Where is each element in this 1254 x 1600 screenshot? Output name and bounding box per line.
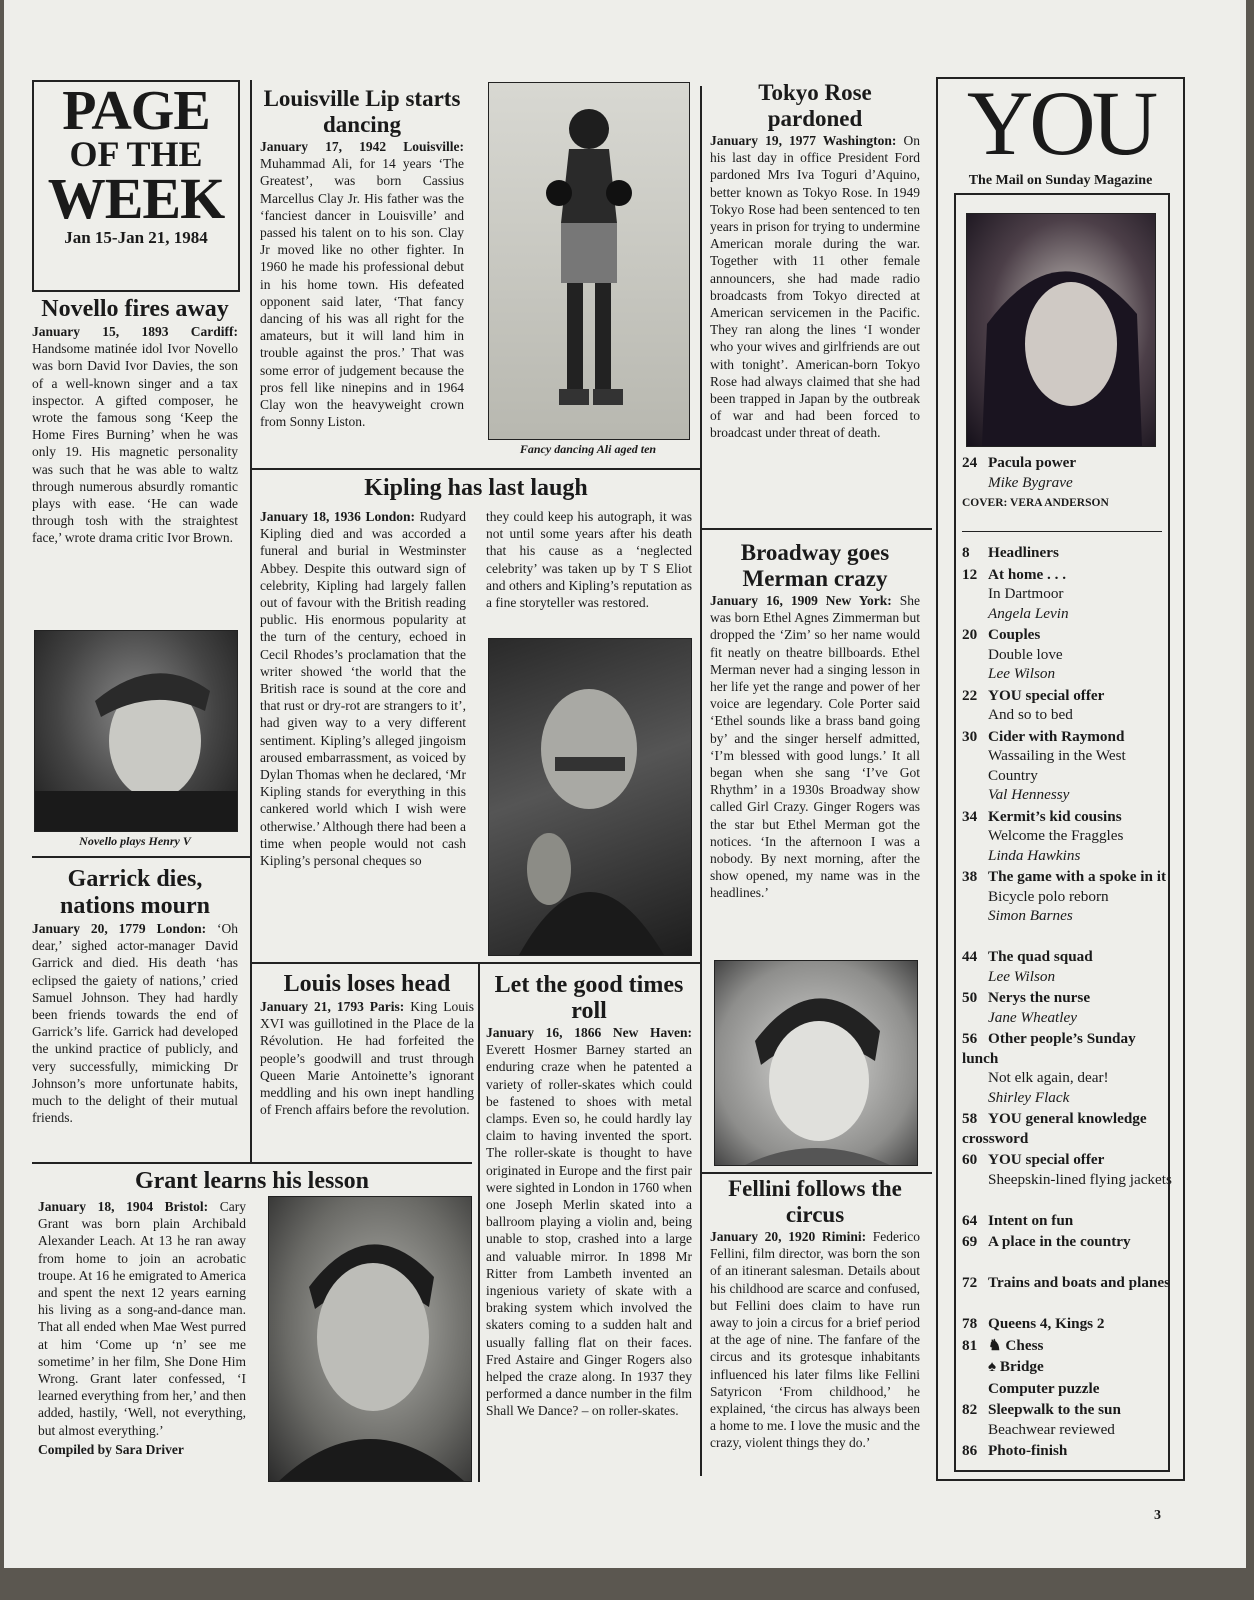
- dateline-tokyo: January 19, 1977 Washington:: [710, 133, 897, 148]
- contents-item-num: 20: [962, 626, 978, 643]
- article-fellini: [710, 1176, 920, 1482]
- contents-item-author: Linda Hawkins: [988, 846, 1081, 864]
- contents-item-num: 86: [962, 1442, 978, 1459]
- contents-item[interactable]: [962, 1273, 1172, 1293]
- contents-item-num: 72: [962, 1274, 978, 1291]
- rule-above-merman: [700, 528, 932, 530]
- contents-item-author: Angela Levin: [988, 604, 1069, 622]
- dateline-garrick: January 20, 1779 London:: [32, 921, 207, 936]
- merman-portrait-graphic: [715, 961, 917, 1165]
- contents-item-title: YOU special offer: [988, 686, 1105, 704]
- text-kipling-2: they could keep his autograph, it was not until some years after his death that his cause as a ‘neglected celebrity’ was taken up by T S Eliot and others and Kipling’s reputation as a fine storyteller was restored.: [486, 509, 692, 611]
- photo-ali: [488, 82, 690, 440]
- headline-roll: Let the good times roll: [494, 972, 684, 1024]
- magazine-page: [4, 0, 1246, 1568]
- contents-item-author: Lee Wilson: [988, 665, 1056, 682]
- contents-item[interactable]: [962, 1232, 1172, 1252]
- contents-item-sub: Sheepskin-lined flying jackets: [988, 1170, 1172, 1188]
- contents-item[interactable]: [962, 1109, 1172, 1148]
- dateline-kipling: January 18, 1936 London:: [260, 509, 415, 524]
- contents-item-author: Shirley Flack: [988, 1088, 1070, 1106]
- contents-item-sub: Double love: [988, 645, 1063, 663]
- contents-item-num: 56: [962, 1030, 978, 1047]
- body-garrick: [32, 920, 238, 1126]
- contents-item-num: 82: [962, 1401, 978, 1418]
- contents-item-num: 44: [962, 948, 978, 965]
- headline-novello: Novello fires away: [41, 296, 229, 322]
- contents-item[interactable]: [962, 947, 1172, 986]
- page-of-the-week-masthead: [32, 80, 240, 292]
- article-tokyo: [710, 80, 920, 520]
- article-roll: [486, 972, 692, 1478]
- kipling-portrait-graphic: [489, 639, 691, 955]
- novello-portrait-graphic: [35, 631, 237, 831]
- contents-item-num: 78: [962, 1315, 978, 1332]
- caption-novello: Novello plays Henry V: [79, 834, 191, 848]
- contents-item-sub: Welcome the Fraggles: [988, 827, 1124, 844]
- contents-cover-story[interactable]: [962, 453, 1172, 492]
- masthead-line3: WEEK: [47, 166, 225, 231]
- article-grant: [32, 1166, 472, 1200]
- contents-item-author: Lee Wilson: [988, 967, 1056, 985]
- magazine-contents-panel: [936, 72, 1185, 1481]
- rule-col3: [700, 86, 702, 1476]
- text-novello: Handsome matinée idol Ivor Novello was born David Ivor Davies, the son of a well-known singer and a tax inspector. A gifted composer, he wrote the famous song ‘Keep the Home Fires Burning’ when he was only 19. His magnetic personality was such that he was able to waltz through numerous absurdly romantic plays with ease. ‘He can wade through tosh with the straightest face,’ wrote drama critic Ivor Brown.: [32, 341, 238, 546]
- headline-tokyo: Tokyo Rose pardoned: [758, 80, 872, 131]
- contents-item-num: 50: [962, 989, 978, 1006]
- rule-above-grant: [32, 1162, 472, 1164]
- contents-item-num: 64: [962, 1211, 978, 1229]
- headline-garrick: Garrick dies, nations mourn: [59, 866, 211, 919]
- contents-item-title: Nerys the nurse: [988, 989, 1091, 1006]
- contents-item-title: Cider with Raymond: [988, 727, 1125, 745]
- cover-portrait-graphic: [967, 214, 1155, 446]
- rule-above-kipling: [250, 468, 700, 470]
- body-louis: [260, 998, 474, 1118]
- photo-novello: [34, 630, 238, 832]
- contents-cover-title: Pacula power: [988, 454, 1077, 471]
- dateline-fellini: January 20, 1920 Rimini:: [710, 1229, 867, 1244]
- contents-item-title: YOU special offer: [988, 1151, 1105, 1168]
- contents-item[interactable]: [962, 867, 1172, 926]
- article-grant-body: [38, 1198, 246, 1488]
- dateline-louis: January 21, 1793 Paris:: [260, 999, 405, 1014]
- contents-item-num: 81: [962, 1336, 978, 1354]
- contents-item-num: 69: [962, 1233, 978, 1250]
- photo-merman: [714, 960, 918, 1166]
- headline-merman: Broadway goes Merman crazy: [740, 540, 890, 591]
- contents-item-title: A place in the country: [988, 1233, 1131, 1250]
- dateline-grant: January 18, 1904 Bristol:: [38, 1199, 209, 1214]
- body-novello: [32, 323, 238, 547]
- text-garrick: ‘Oh dear,’ sighed actor-manager David Garrick and died. His death ‘has eclipsed the gaiety of nations,’ cried Samuel Johnson. They had hardly been friends towards the end of Garrick’s life. Garrick had developed the unkind practice of publicly, and very successfully, mimicking Dr Johnson’s more unfortunate habits, much to the delight of their mutual friends.: [32, 921, 238, 1126]
- contents-item-sub: Wassailing in the West Country: [988, 747, 1126, 784]
- headline-grant: Grant learns his lesson: [134, 1168, 370, 1194]
- cover-credit: COVER: VERA ANDERSON: [962, 497, 1109, 509]
- contents-item-num: 12: [962, 565, 978, 583]
- contents-item[interactable]: [962, 1314, 1172, 1334]
- rule-above-fellini: [700, 1172, 932, 1174]
- body-ali: [260, 138, 464, 430]
- contents-item-author: Jane Wheatley: [988, 1008, 1077, 1026]
- contents-item-sub: Bicycle polo reborn: [988, 887, 1109, 905]
- text-ali: Muhammad Ali, for 14 years ‘The Greatest’, was born Cassius Marcellus Clay Jr. His father was the ‘fanciest dancer in Louisville’ and passed his talent on to his son. Clay Jr moved like no other fighter. In 1960 he made his professional debut in his home town. His defeated opponent said later, ‘That fancy dancing of his was all right for the amateurs, but it will land him in trouble against the pros.’ That was some error of judgement because the pros fell like ninepins and in 1964 Clay won the heavyweight crown from Sonny Liston.: [260, 156, 464, 430]
- contents-item[interactable]: [962, 1211, 1172, 1231]
- contents-item-num: 60: [962, 1151, 978, 1168]
- contents-item-title: The quad squad: [988, 948, 1093, 965]
- magazine-subtitle: The Mail on Sunday Magazine: [968, 173, 1153, 188]
- contents-item-title: ♠ Bridge: [988, 1358, 1044, 1375]
- contents-item-sub: Not elk again, dear!: [988, 1069, 1109, 1086]
- article-novello: [32, 296, 238, 618]
- contents-item-sub: In Dartmoor: [988, 585, 1064, 602]
- contents-item[interactable]: [962, 1150, 1172, 1189]
- article-ali: [260, 86, 464, 462]
- article-garrick: [32, 866, 238, 1152]
- contents-item-num: 58: [962, 1110, 978, 1127]
- contents-item[interactable]: [962, 727, 1172, 805]
- body-roll: [486, 1024, 692, 1420]
- contents-item-title: Couples: [988, 626, 1041, 643]
- contents-item[interactable]: [962, 1379, 1172, 1399]
- body-tokyo: [710, 132, 920, 442]
- contents-item-num: 30: [962, 727, 978, 745]
- contents-cover-author: Mike Bygrave: [988, 473, 1073, 491]
- photo-kipling: [488, 638, 692, 956]
- page-number: 3: [1154, 1508, 1161, 1523]
- body-grant: [38, 1198, 246, 1439]
- masthead-dates: Jan 15-Jan 21, 1984: [64, 228, 208, 247]
- contents-item-title: Trains and boats and planes: [988, 1274, 1171, 1291]
- contents-item[interactable]: [962, 565, 1172, 624]
- contents-item[interactable]: [962, 1441, 1172, 1461]
- text-kipling-1: Rudyard Kipling died and was accorded a funeral and burial in Westminster Abbey. Despite this outward sign of celebrity, Kipling had largely fallen out of favour with the British reading public. His enormous popularity at the turn of the century, echoed in Cecil Rhodes’s proclamation that the writer showed ‘the world that the British race is sound at the core and that rust or dry-rot are strangers to it’, had given way to a very different sentiment. Kipling’s alleged jingoism aroused embarrassment, as voiced by Dylan Thomas when he declared, ‘Mr Kipling stands for everything in this cankered world which I wish were otherwise.’ Although there had been a time when people would not cash Kipling’s personal cheques so: [260, 509, 466, 869]
- contents-item[interactable]: [962, 625, 1172, 684]
- contents-item[interactable]: [962, 543, 1172, 563]
- you-logo: YOU: [966, 72, 1155, 174]
- text-louis: King Louis XVI was guillotined in the Place de la Révolution. He had forfeited the people’s goodwill and trust through Queen Marie Antoinette’s ignorant meddling and his own inept handling of French affairs before the revolution.: [260, 999, 474, 1118]
- body-merman: [710, 592, 920, 902]
- rule-louis-roll: [478, 962, 480, 1482]
- article-merman: [710, 540, 920, 952]
- rule-contents: [962, 531, 1162, 532]
- credit-grant: Compiled by Sara Driver: [38, 1441, 184, 1457]
- contents-item-sub: And so to bed: [988, 706, 1073, 723]
- article-louis: [260, 970, 474, 1156]
- contents-item-sub: Beachwear reviewed: [988, 1420, 1115, 1438]
- grant-portrait-graphic: [269, 1197, 471, 1481]
- text-tokyo: On his last day in office President Ford pardoned Mrs Iva Toguri d’Aquino, better known as Tokyo Rose. In 1949 Tokyo Rose had been sentenced to ten years in prison for trying to undermine American morale during the war. Together with 11 other female announcers, she had made radio broadcasts from Tokyo directed at American servicemen in the Pacific. They ran along the lines ‘I wonder who your wives and girlfriends are out with tonight’. American-born Tokyo Rose had always claimed that she had been trapped in Japan by the outbreak of war and had been forced to broadcast under threat of death.: [710, 133, 920, 441]
- contents-item[interactable]: [962, 807, 1172, 866]
- masthead-line1: PAGE: [62, 80, 210, 142]
- contents-item-title: Computer puzzle: [988, 1379, 1100, 1397]
- contents-item-author: Val Hennessy: [988, 786, 1070, 803]
- contents-item-title: Sleepwalk to the sun: [988, 1401, 1121, 1418]
- photo-grant: [268, 1196, 472, 1482]
- contents-item-title: ♞ Chess: [988, 1336, 1044, 1354]
- text-fellini: Federico Fellini, film director, was born the son of an itinerant salesman. Details about his childhood are scarce and confused, but Fellini does claim to have run away to join a circus for a brief period at the age of nine. The fanfare of the circus and its grotesque inhabitants influenced his later films like Fellini Satyricon ‘From childhood,’ he explained, ‘the circus has always been a home to me. I love the music and the crazy, violent things they do.’: [710, 1229, 920, 1451]
- contents-item-title: At home . . .: [988, 565, 1067, 583]
- rule-novello-garrick: [32, 856, 250, 858]
- headline-fellini: Fellini follows the circus: [728, 1176, 902, 1227]
- contents-item[interactable]: [962, 686, 1172, 725]
- contents-item-num: 34: [962, 807, 978, 825]
- contents-item-num: 22: [962, 686, 978, 704]
- contents-item-num: 8: [962, 544, 970, 561]
- dateline-novello: January 15, 1893 Cardiff:: [32, 324, 238, 339]
- contents-item[interactable]: [962, 1029, 1172, 1107]
- masthead-line2: OF THE: [69, 134, 203, 174]
- contents-cover-num: 24: [962, 454, 978, 471]
- contents-item-title: YOU general knowledge crossword: [962, 1110, 1147, 1147]
- contents-item-title: Photo-finish: [988, 1442, 1068, 1459]
- text-roll: Everett Hosmer Barney started an enduring craze when he patented a variety of roller-skates which could be fastened to shoes with metal clamps. Even so, he could hardly lay claim to having invented the sport. The roller-skate is thought to have originated in Europe and the first pair were sighted in London in 1760 when one Joseph Merlin skated into a ballroom playing a violin and, being unable to stop, crashed into a large and valuable mirror. In 1898 Mr Ritter from Lambeth invented an ingenious variety of skate with a braking system which involved the skaters coming to a sudden halt and usually falling flat on their faces. Fred Astaire and Ginger Rogers also helped the craze along. In 1937 they performed a dance number in the film Shall We Dance? – on roller-skates.: [486, 1042, 692, 1419]
- body-fellini: [710, 1228, 920, 1452]
- ali-boxer-graphic: [489, 83, 689, 439]
- rule-col1: [250, 80, 252, 1162]
- contents-item[interactable]: [962, 1336, 1172, 1356]
- contents-item[interactable]: [962, 1400, 1172, 1439]
- contents-item-title: Kermit’s kid cousins: [988, 807, 1122, 825]
- contents-item-title: The game with a spoke in it: [988, 868, 1167, 885]
- text-merman: She was born Ethel Agnes Zimmerman but dropped the ‘Zim’ so her name would fit neatly on theatre billboards. Ethel Merman never had a singing lesson in her life yet the range and power of her voice are legendary. Cole Porter said ‘Ethel sounds like a brass band going by’ and the singer herself admitted, ‘I’m blessed with good lungs.’ It all began when she sang ‘I’ve Got Rhythm’ in a 1930s Broadway show called Girl Crazy. Ginger Rogers was the star but Ethel Merman got the notices. ‘In the afternoon I was a nobody. By next morning, after the show opened, my name was in the headlines.’: [710, 593, 920, 901]
- caption-ali: Fancy dancing Ali aged ten: [519, 442, 657, 456]
- headline-louis: Louis loses head: [283, 971, 451, 997]
- body-kipling-col1: [260, 508, 466, 869]
- cover-photo: [966, 213, 1156, 447]
- headline-kipling: Kipling has last laugh: [364, 475, 588, 501]
- rule-above-louis: [250, 962, 700, 964]
- dateline-merman: January 16, 1909 New York:: [710, 593, 892, 608]
- contents-item-title: Headliners: [988, 544, 1059, 561]
- dateline-ali: January 17, 1942 Louisville:: [260, 139, 464, 154]
- contents-item[interactable]: [962, 988, 1172, 1027]
- contents-item-title: Other people’s Sunday lunch: [962, 1030, 1136, 1067]
- contents-item-num: 38: [962, 868, 978, 885]
- dateline-roll: January 16, 1866 New Haven:: [486, 1025, 692, 1040]
- headline-ali: Louisville Lip starts dancing: [263, 86, 461, 137]
- contents-item-title: Queens 4, Kings 2: [988, 1315, 1105, 1332]
- contents-item-author: Simon Barnes: [988, 907, 1073, 924]
- text-grant: Cary Grant was born plain Archibald Alexander Leach. At 13 he ran away from home to join an acrobatic troupe. At 16 he emigrated to America and spent the next 12 years earning his living as a song-and-dance man. That all ended when Mae West purred at him ‘Come up ‘n’ see me sometime’ in her film, She Done Him Wrong. Grant later confessed, ‘I learned everything from her,’ and then added, hastily, ‘Well, not everything, but almost everything.’: [38, 1199, 246, 1438]
- contents-item-title: Intent on fun: [988, 1211, 1074, 1229]
- contents-item[interactable]: [962, 1357, 1172, 1377]
